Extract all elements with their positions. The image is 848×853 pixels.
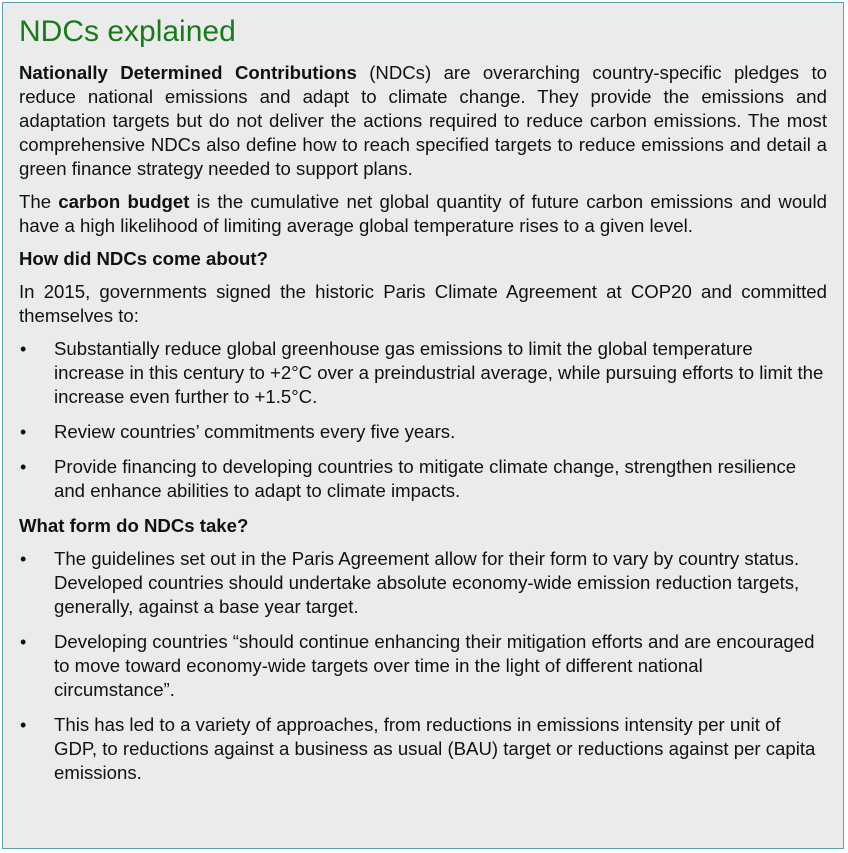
form-bullet-list xyxy=(19,547,827,785)
intro-text: (NDCs) are overarching country-specific pledges to reduce national emissions and adapt to climate change. They provide the emissions and adaptation targets but do not deliver the actions required to reduce carbon emissions. The most comprehensive NDCs also define how to reach specified targets to reduce emissions and detail a green finance strategy needed to support plans. xyxy=(19,62,827,179)
bullet-icon: • xyxy=(20,549,27,569)
intro-term: Nationally Determined Contributions xyxy=(19,62,357,83)
list-item-text: The guidelines set out in the Paris Agreement allow for their form to vary by country status. Developed countries should undertake absolute economy-wide emission reduction targets, generally, against a base year target. xyxy=(54,548,800,617)
list-item xyxy=(19,337,827,409)
carbon-budget-paragraph xyxy=(19,190,827,238)
box-title: NDCs explained xyxy=(19,15,236,48)
list-item-text: Developing countries “should continue enhancing their mitigation efforts and are encouraged to move toward economy-wide targets over time in the light of different national circumstance”. xyxy=(54,631,815,700)
section-heading-form: What form do NDCs take? xyxy=(19,515,249,536)
ndc-explainer-box xyxy=(2,2,844,849)
list-item-text: Review countries’ commitments every five years. xyxy=(54,421,456,442)
section-heading-origin: How did NDCs come about? xyxy=(19,248,268,269)
list-item-text: Provide financing to developing countries to mitigate climate change, strengthen resilience and enhance abilities to adapt to climate impacts. xyxy=(54,456,797,501)
bullet-icon: • xyxy=(20,422,27,442)
origin-bullet-list xyxy=(19,337,827,503)
carbon-budget-text: is the cumulative net global quantity of future carbon emissions and would have a high likelihood of limiting average global temperature rises to a given level. xyxy=(19,191,827,236)
carbon-budget-pre: The xyxy=(19,191,59,212)
carbon-budget-term: carbon budget xyxy=(58,191,190,212)
bullet-icon: • xyxy=(20,632,27,652)
bullet-icon: • xyxy=(20,457,27,477)
list-item xyxy=(19,630,827,702)
list-item xyxy=(19,455,827,503)
list-item xyxy=(19,713,827,785)
list-item xyxy=(19,420,827,444)
intro-paragraph xyxy=(19,61,827,181)
bullet-icon: • xyxy=(20,715,27,735)
origin-paragraph: In 2015, governments signed the historic Paris Climate Agreement at COP20 and committed themselves to: xyxy=(19,281,827,326)
list-item xyxy=(19,547,827,619)
list-item-text: Substantially reduce global greenhouse gas emissions to limit the global temperature increase in this century to +2°C over a preindustrial average, while pursuing efforts to limit the increase even further to +1.5°C. xyxy=(54,338,824,407)
list-item-text: This has led to a variety of approaches, from reductions in emissions intensity per unit of GDP, to reductions against a business as usual (BAU) target or reductions against per capita emissions. xyxy=(54,714,816,783)
bullet-icon: • xyxy=(20,339,27,359)
